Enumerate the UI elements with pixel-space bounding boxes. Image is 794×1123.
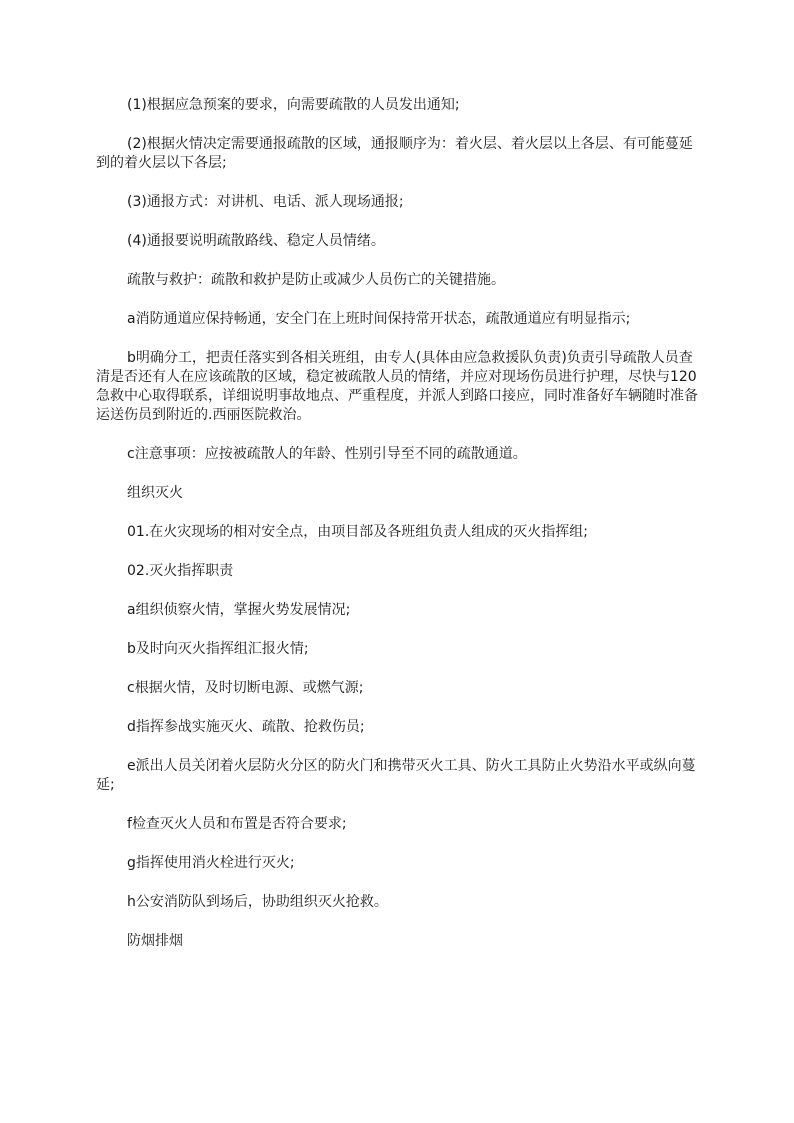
paragraph: h公安消防队到场后，协助组织灭火抢救。 — [127, 894, 388, 910]
paragraph: a组织侦察火情，掌握火势发展情况; — [127, 602, 351, 618]
section-heading: 疏散与救护：疏散和救护是防止或减少人员伤亡的关键措施。 — [127, 272, 505, 288]
paragraph: e派出人员关闭着火层防火分区的防火门和携带灭火工具、防火工具防止火势沿水平或纵向蔓延; — [96, 758, 696, 793]
paragraph: (1)根据应急预案的要求，向需要疏散的人员发出通知; — [127, 97, 460, 113]
paragraph: a消防通道应保持畅通，安全门在上班时间保持常开状态，疏散通道应有明显指示; — [127, 311, 631, 327]
paragraph: b明确分工，把责任落实到各相关班组，由专人(具体由应急救援队负责)负责引导疏散人员查清是否还有人在应该疏散的区域，稳定被疏散人员的情绪，并应对现场伤员进行护理，尽快与120急救中心取得联系，详细说明事故地点、严重程度，并派人到路口接应，同时准备好车辆随时准备运送伤员到附近的.西丽医院救治。 — [96, 350, 698, 423]
paragraph: d指挥参战实施灭火、疏散、抢救伤员; — [127, 719, 365, 735]
document-page — [96, 96, 698, 971]
paragraph: (3)通报方式：对讲机、电话、派人现场通报; — [127, 194, 404, 210]
section-heading: 防烟排烟 — [127, 933, 183, 949]
paragraph: c注意事项：应按被疏散人的年龄、性别引导至不同的疏散通道。 — [127, 446, 527, 462]
paragraph: 01.在火灾现场的相对安全点，由项目部及各班组负责人组成的灭火指挥组; — [127, 524, 588, 540]
paragraph: b及时向灭火指挥组汇报火情; — [127, 641, 309, 657]
paragraph: g指挥使用消火栓进行灭火; — [127, 855, 295, 871]
paragraph: c根据火情，及时切断电源、或燃气源; — [127, 680, 364, 696]
paragraph: f检查灭火人员和布置是否符合要求; — [127, 816, 347, 832]
paragraph: 02.灭火指挥职责 — [127, 563, 234, 579]
paragraph: (4)通报要说明疏散路线、稳定人员情绪。 — [127, 233, 385, 249]
paragraph: (2)根据火情决定需要通报疏散的区域，通报顺序为：着火层、着火层以上各层、有可能蔓延到的着火层以下各层; — [96, 136, 693, 171]
section-heading: 组织灭火 — [127, 485, 183, 501]
